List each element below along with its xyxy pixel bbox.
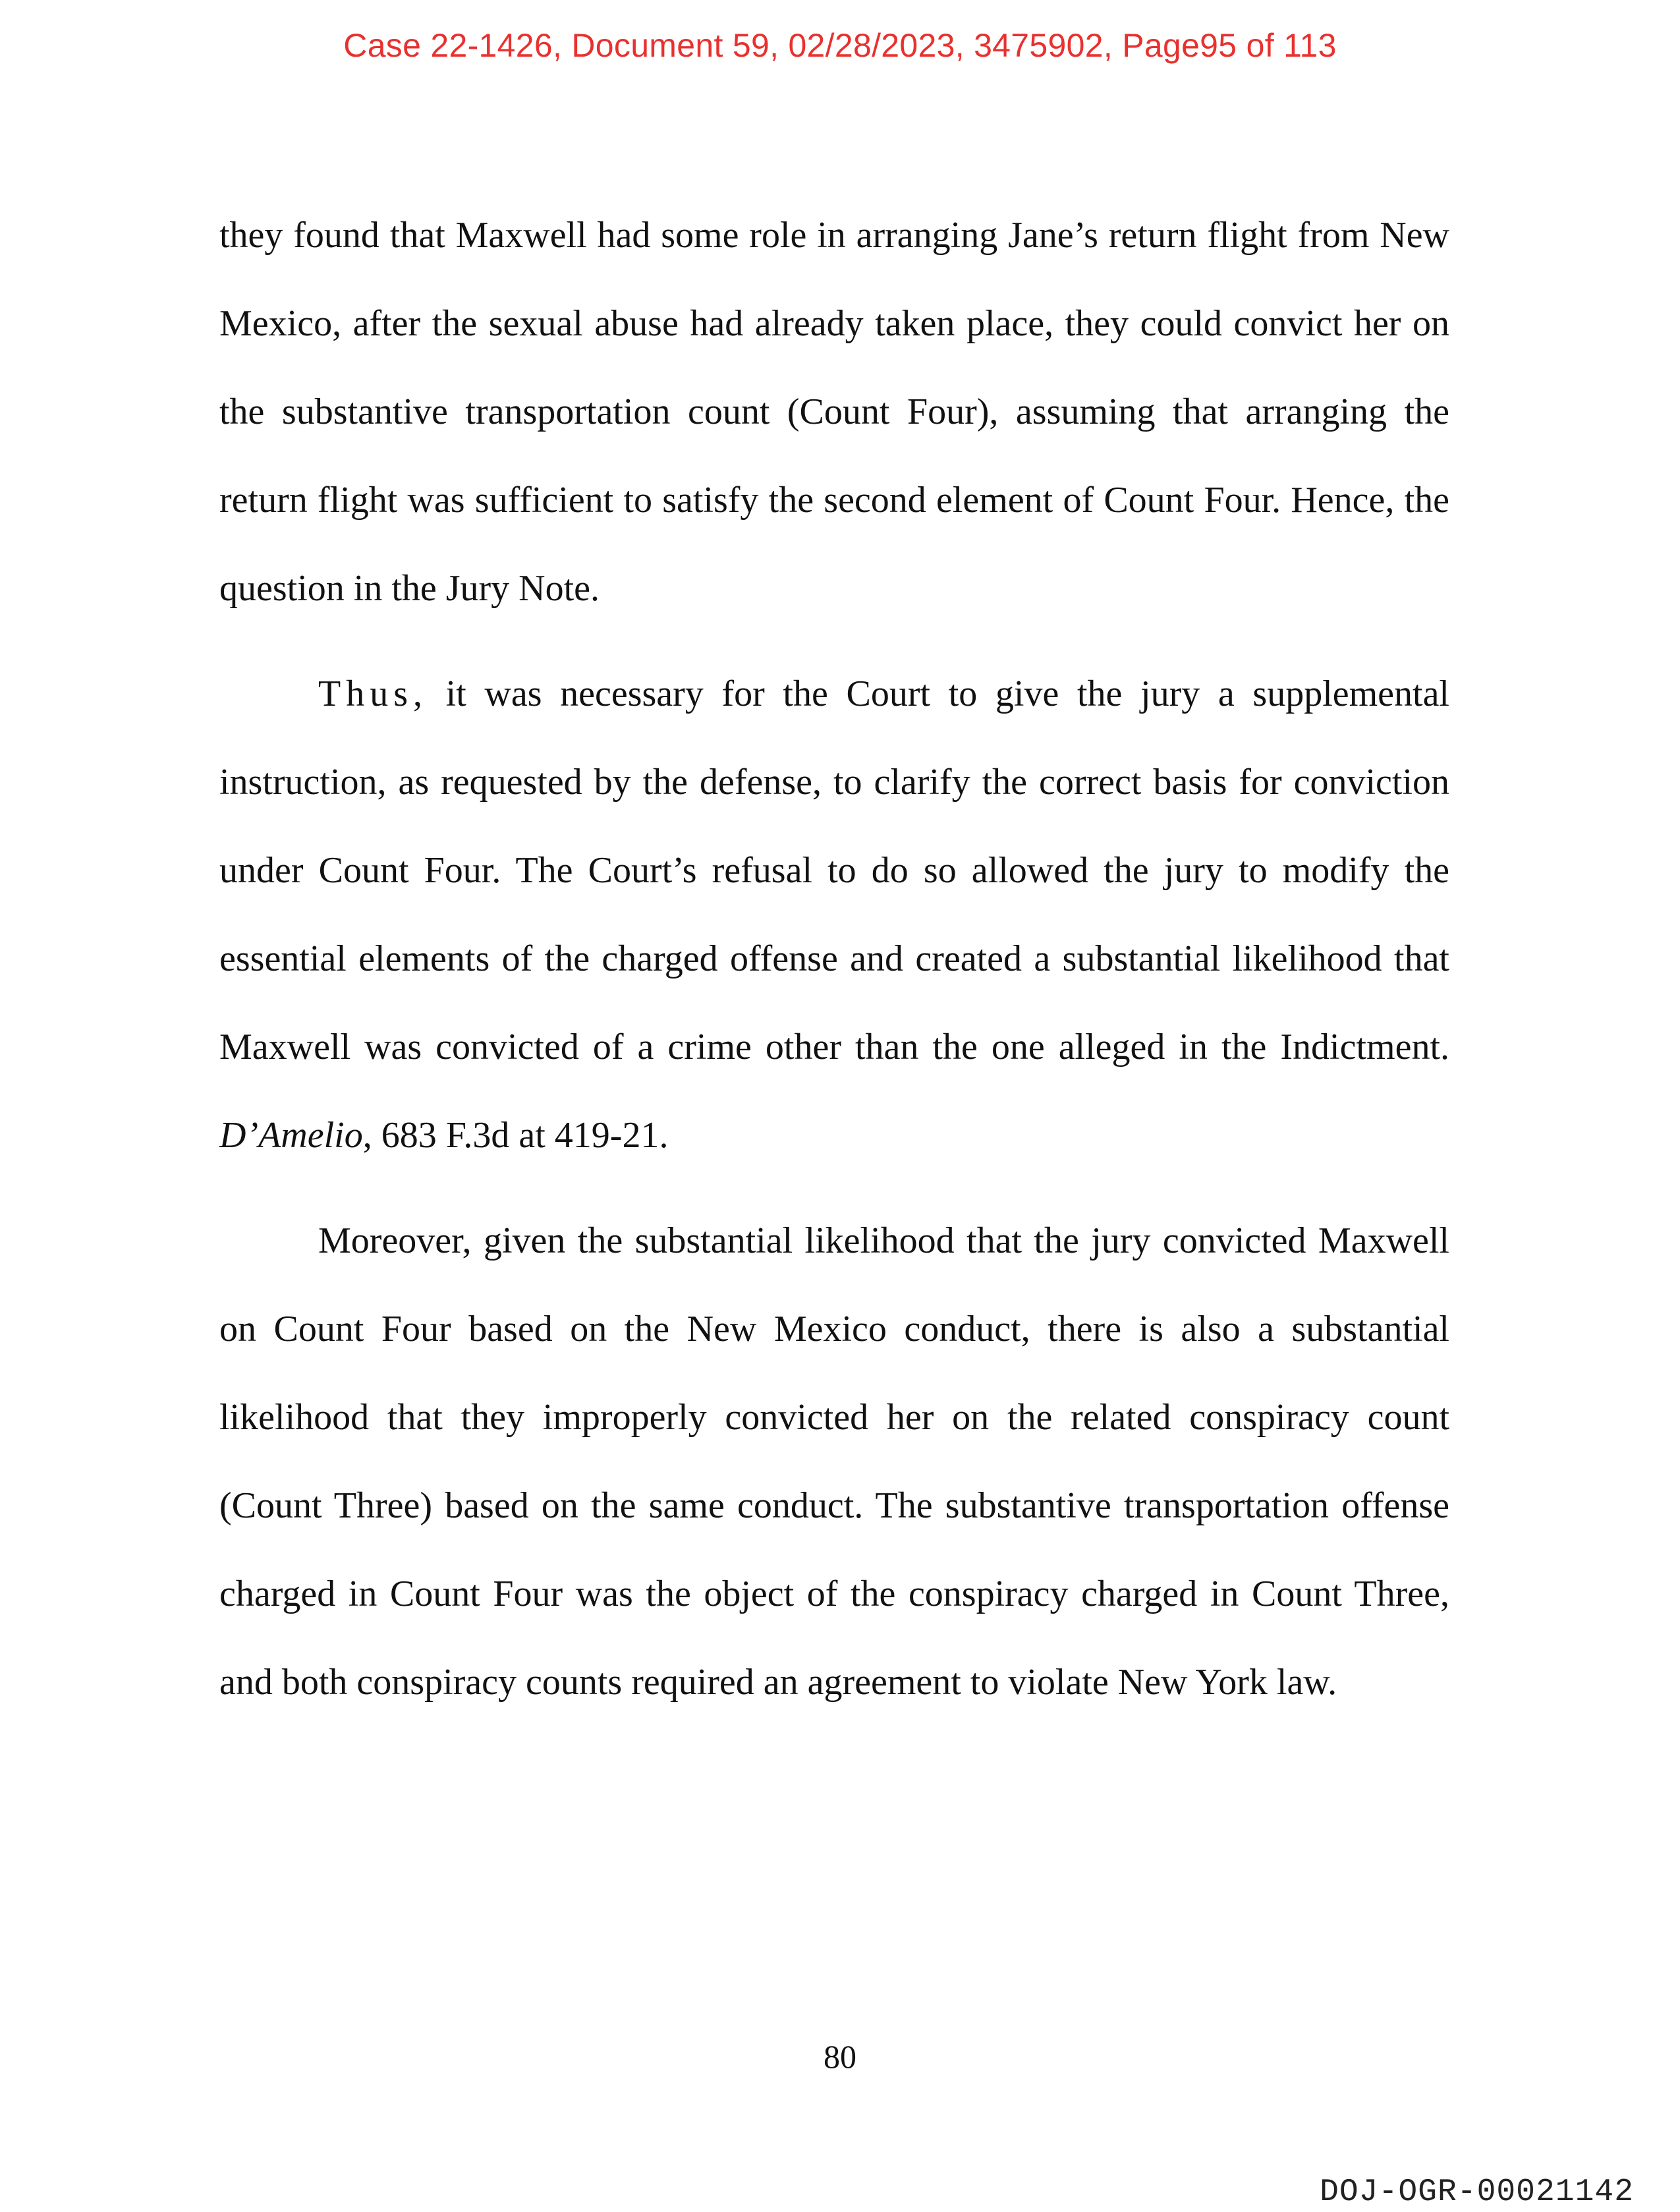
case-citation-reference: , 683 F.3d at 419-21. [362,1115,669,1156]
paragraph-3: Moreover, given the substantial likelihood that the jury convicted Maxwell on Count Four based on the New Mexico conduct, there is also a substantial likelihood that they improperly convicted her on the related conspiracy count (Count Three) based on the same conduct. The substantive transportation offense charged in Count Four was the object of the conspiracy charged in Count Three, and both conspiracy counts required an agreement to violate New York law. [219,1220,1449,1703]
case-citation-name: D’Amelio [219,1115,363,1156]
paragraph-2-lead: Thus, [318,673,428,714]
paragraph-2 [219,650,1449,1179]
document-body [219,191,1449,1726]
paragraph-2-text: it was necessary for the Court to give the jury a supplemental instruction, as requested by the defense, to clarify the correct basis for conviction under Count Four. The Court’s refusal to do so allowed the jury to modify the essential elements of the charged offense and created a substantial likelihood that Maxwell was convicted of a crime other than the one alleged in the Indictment. [219,673,1449,1067]
bates-number: DOJ-OGR-00021142 [1320,2174,1634,2210]
page-number: 80 [824,2038,856,2075]
paragraph-1: they found that Maxwell had some role in arranging Jane’s return flight from New Mexico, after the sexual abuse had already taken place, they could convict her on the substantive transportation count (Count Four), assuming that arranging the return flight was sufficient to satisfy the second element of Count Four. Hence, the question in the Jury Note. [219,215,1449,609]
case-header: Case 22-1426, Document 59, 02/28/2023, 3475902, Page95 of 113 [343,27,1337,64]
